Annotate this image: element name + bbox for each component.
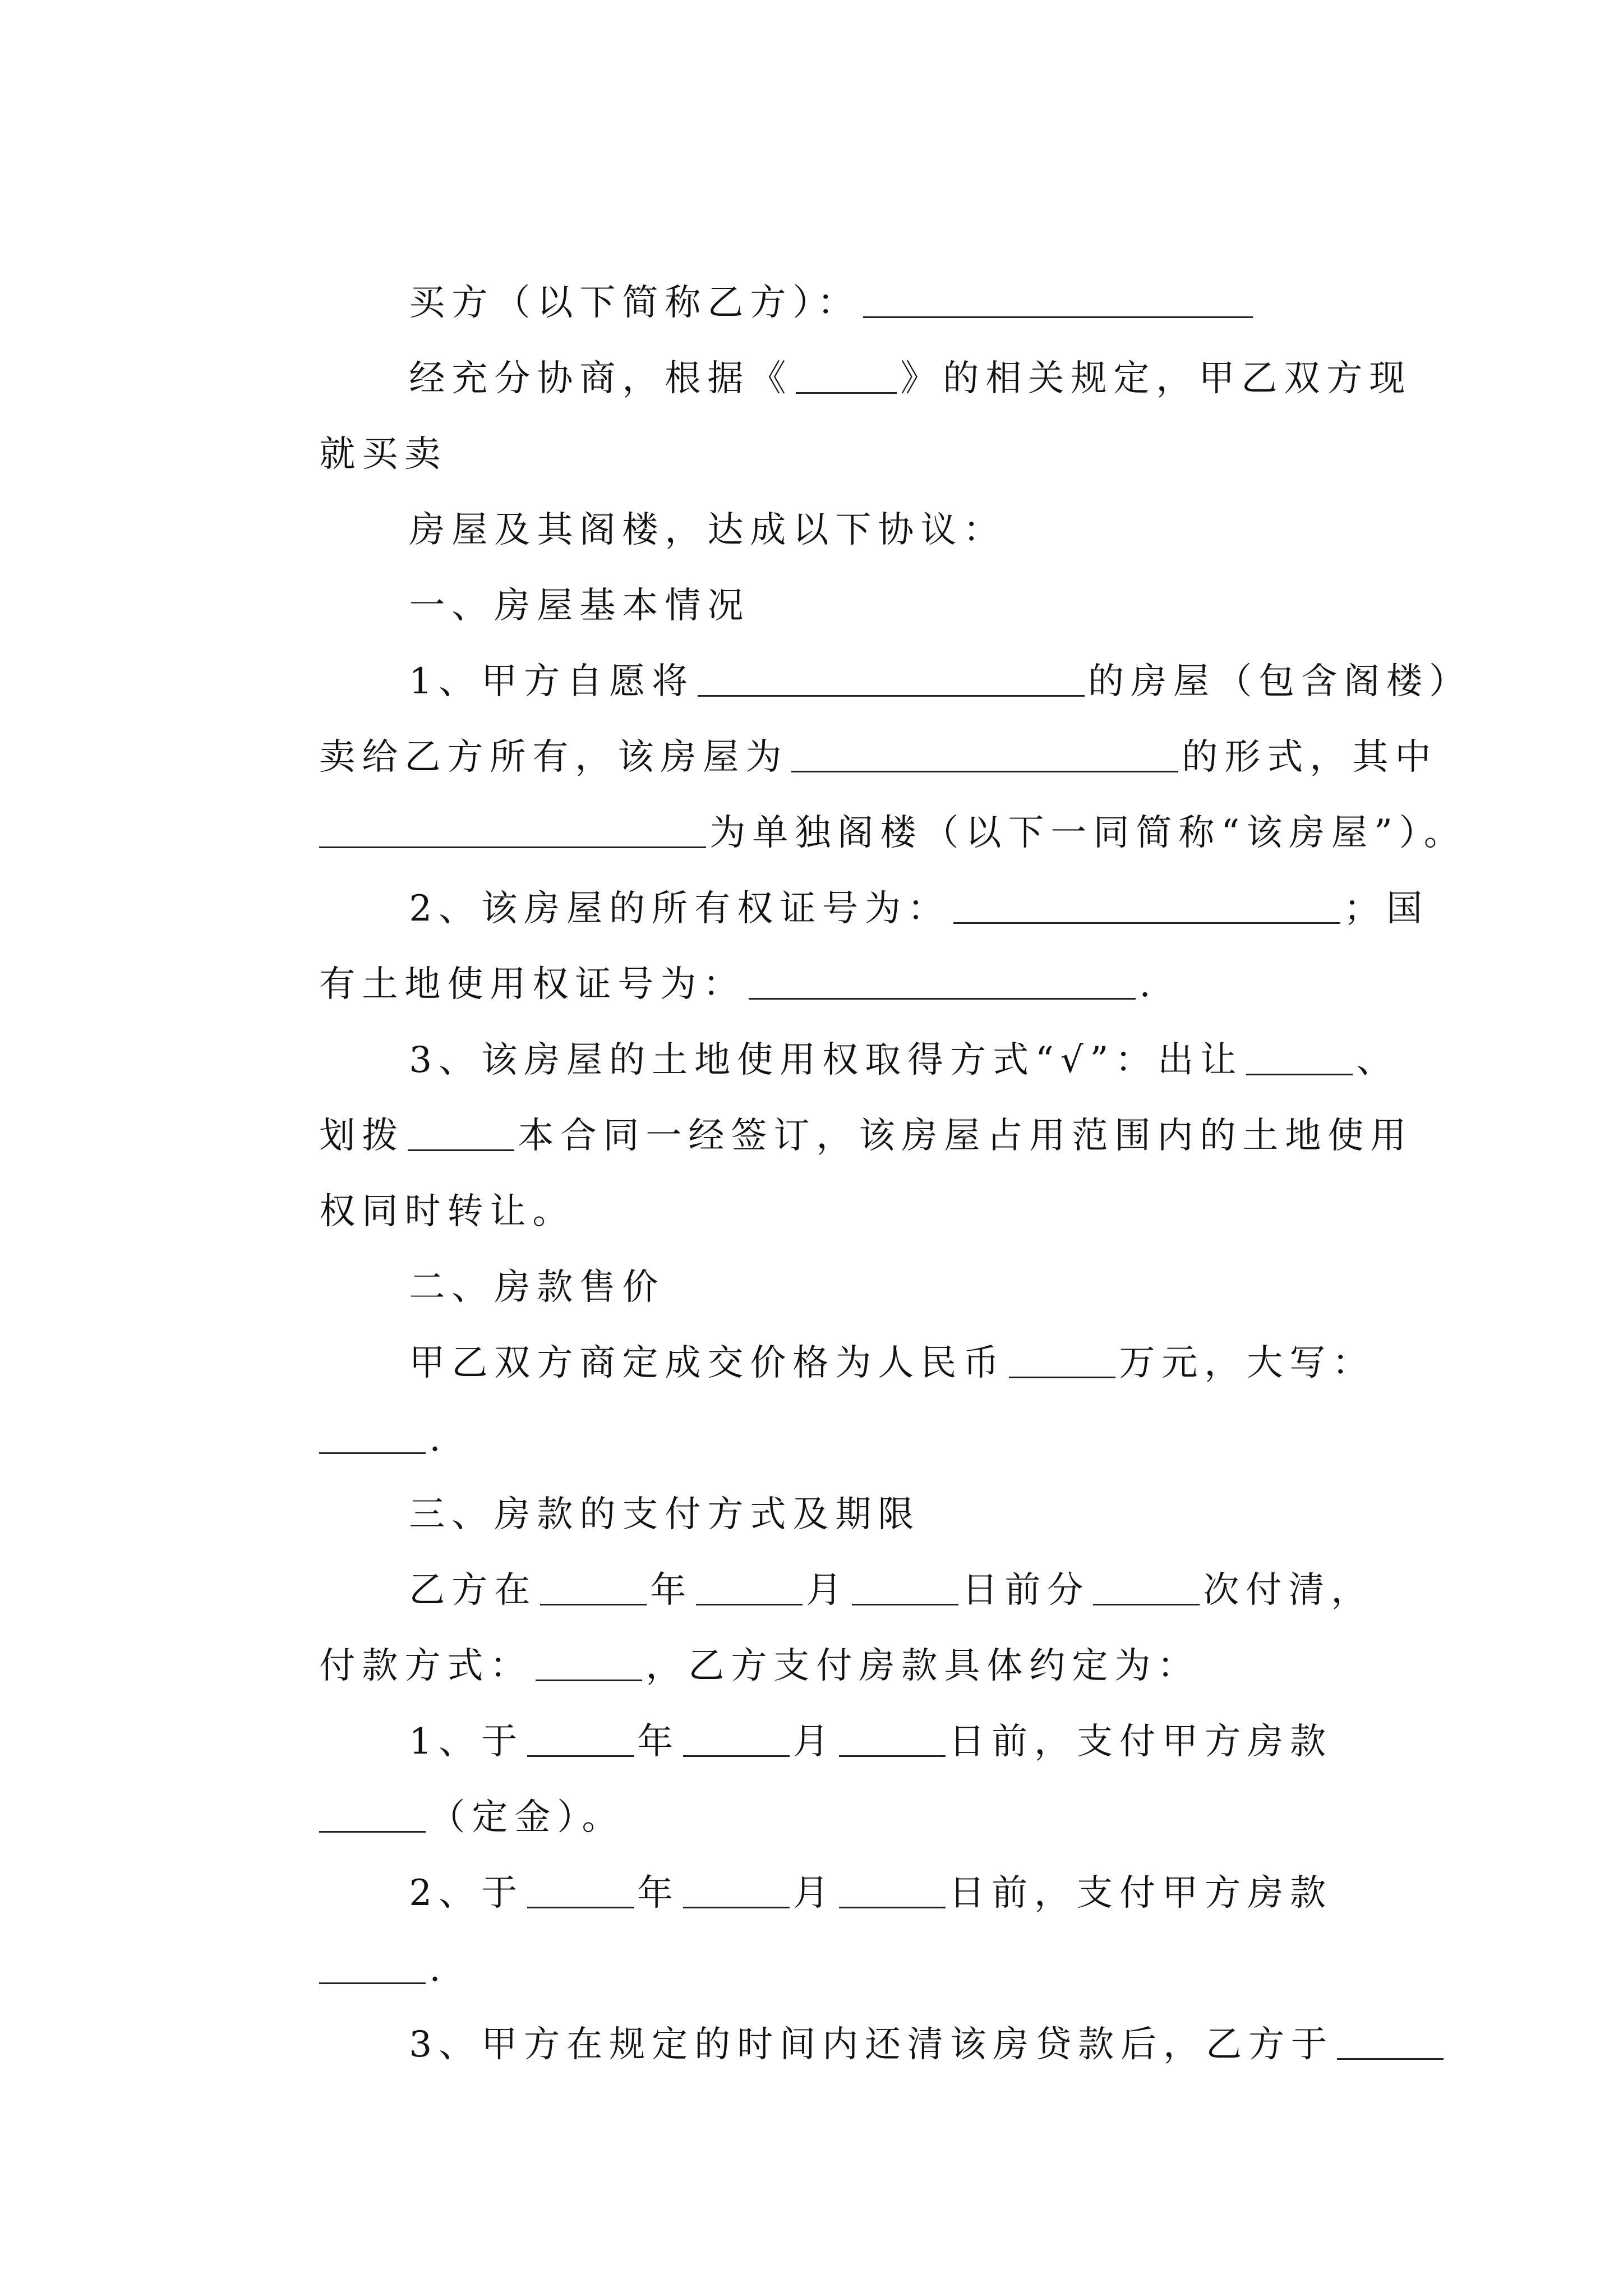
- clause-line: [336, 1279, 1375, 1447]
- text-segment: .: [429, 1948, 448, 1990]
- blank-underline: [1337, 2024, 1444, 2060]
- text-segment: 年: [637, 1872, 680, 1914]
- text-segment: （定金）。: [429, 1797, 625, 1838]
- text-segment: 权同时转让。: [319, 1191, 575, 1232]
- text-segment: 2、该房屋的所有权证号为：: [409, 888, 951, 930]
- text-segment: 3、该房屋的土地使用权取得方式“√”：出让: [409, 1039, 1243, 1081]
- clause-line: [336, 1961, 1447, 2129]
- preamble-line: [336, 295, 1412, 463]
- blank-underline: [839, 1722, 946, 1757]
- blank-underline: [683, 1873, 790, 1908]
- text-segment: 》的相关规定，甲乙双方现: [900, 358, 1412, 399]
- text-segment: 万元，大写：: [1119, 1342, 1375, 1384]
- text-segment: 月: [793, 1721, 836, 1763]
- blank-underline: [839, 1873, 946, 1908]
- clause-line: [336, 1809, 1332, 1977]
- blank-underline: [1009, 1343, 1115, 1378]
- text-segment: 付款方式：: [319, 1645, 533, 1687]
- text-segment: 1、甲方自愿将: [409, 661, 695, 702]
- text-segment: 经充分协商，根据《: [409, 358, 793, 399]
- text-segment: 日前分: [962, 1570, 1090, 1611]
- text-segment: 为单独阁楼（以下一同简称“该房屋”）。: [709, 812, 1467, 854]
- text-segment: 二、房款售价: [409, 1267, 665, 1308]
- text-segment: 日前，支付甲方房款: [949, 1721, 1333, 1763]
- text-segment: 买方（以下简称乙方）：: [409, 282, 860, 324]
- text-segment: 乙方在: [409, 1570, 537, 1611]
- blank-underline: [796, 358, 897, 394]
- text-segment: 的房屋（包含阁楼）: [1088, 661, 1472, 702]
- text-segment: 房屋及其阁楼，达成以下协议：: [409, 509, 1006, 551]
- blank-underline: [527, 1873, 634, 1908]
- text-segment: .: [1139, 964, 1158, 1005]
- text-segment: ，乙方支付房款具体约定为：: [645, 1645, 1200, 1687]
- text-segment: 月: [806, 1570, 849, 1611]
- text-segment: .: [429, 1418, 448, 1460]
- text-segment: 三、房款的支付方式及期限: [409, 1494, 921, 1535]
- text-segment: 一、房屋基本情况: [409, 585, 750, 627]
- text-segment: 就买卖: [319, 434, 448, 475]
- text-segment: ；国: [1344, 888, 1430, 930]
- text-segment: 月: [793, 1872, 836, 1914]
- text-segment: 次付清，: [1203, 1570, 1374, 1611]
- text-segment: 划拨: [319, 1115, 405, 1157]
- text-segment: 甲乙双方商定成交价格为人民币: [409, 1342, 1006, 1384]
- text-segment: 年: [650, 1570, 693, 1611]
- blank-underline: [683, 1722, 790, 1757]
- text-segment: 2、于: [409, 1872, 524, 1914]
- text-segment: 卖给乙方所有，该房屋为: [319, 737, 789, 778]
- text-segment: 的形式，其中: [1182, 737, 1438, 778]
- text-segment: 1、于: [409, 1721, 524, 1763]
- text-segment: 、: [1356, 1039, 1399, 1081]
- text-segment: 本合同一经签订，该房屋占用范围内的土地使用: [518, 1115, 1413, 1157]
- text-segment: 日前，支付甲方房款: [949, 1872, 1333, 1914]
- text-segment: 年: [637, 1721, 680, 1763]
- text-segment: 有土地使用权证号为：: [319, 964, 746, 1005]
- text-segment: 3、甲方在规定的时间内还清该房贷款后，乙方于: [409, 2024, 1334, 2065]
